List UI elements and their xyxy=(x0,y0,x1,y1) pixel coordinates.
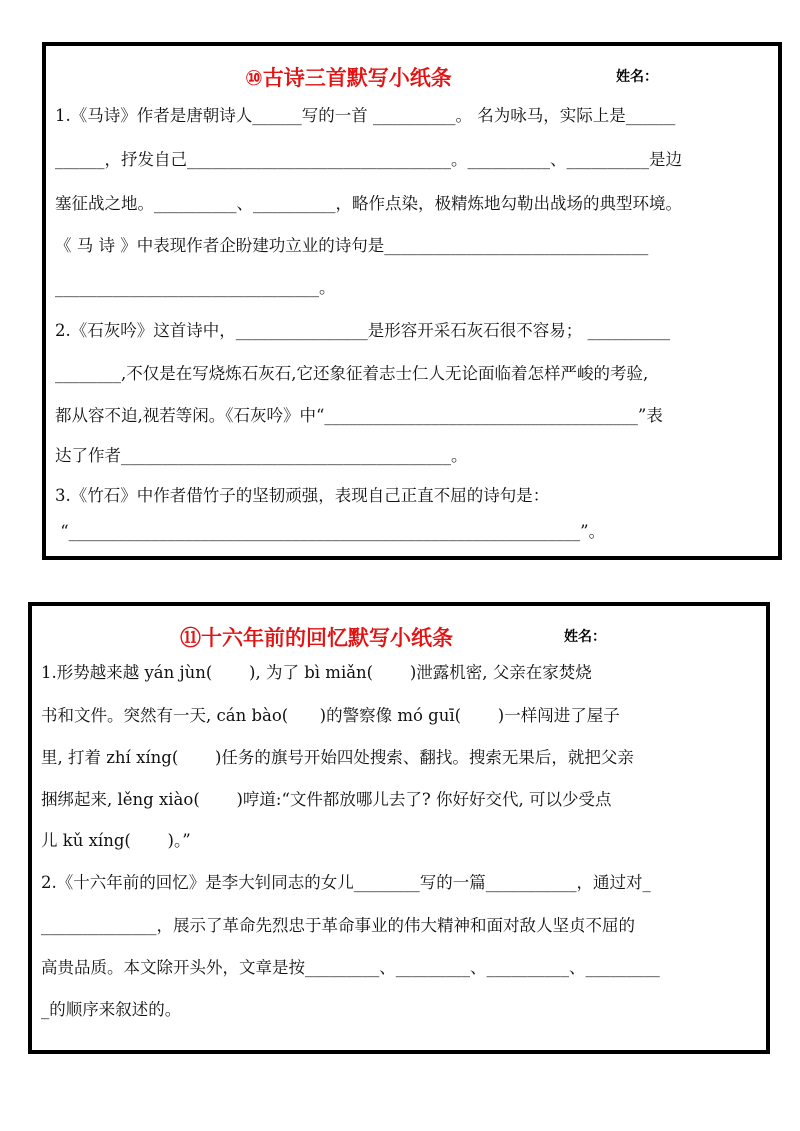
text-line: 书和文件。突然有一天, cán bào( )的警察像 mó guī( )一样闯进了屋子 xyxy=(41,706,620,725)
text-line: 里, 打着 zhí xíng( )任务的旗号开始四处搜索、翻找。搜索无果后，就把父亲 xyxy=(41,748,634,767)
text-line: 达了作者________________________________________。 xyxy=(55,446,468,465)
card-title: ⑪十六年前的回忆默写小纸条 xyxy=(180,626,453,650)
text-line: 高贵品质。本文除开头外，文章是按_________、_________、__________、_________ xyxy=(41,958,660,977)
text-line: 2.《十六年前的回忆》是李大钊同志的女儿________写的一篇___________，通过对_ xyxy=(41,873,651,892)
text-line: 塞征战之地。__________、__________，略作点染，极精炼地勾勒出战场的典型环境。 xyxy=(55,194,682,213)
text-line: 3.《竹石》中作者借竹子的坚韧顽强，表现自己正直不屈的诗句是： xyxy=(55,486,550,505)
text-line: 1.形势越来越 yán jùn( ), 为了 bì miǎn( )泄露机密, 父亲在家焚烧 xyxy=(41,663,592,682)
name-label: 姓名： xyxy=(616,69,658,85)
text-line: “______________________________________________________________”。 xyxy=(55,522,606,541)
dictation-card-memories xyxy=(28,602,770,1054)
text-line: 都从容不迫,视若等闲。《石灰吟》中“______________________________________”表 xyxy=(55,406,663,425)
text-line: ______，抒发自己________________________________。__________、__________是边 xyxy=(55,150,682,169)
text-line: 2.《石灰吟》这首诗中，________________是形容开采石灰石很不容易； __________ xyxy=(55,321,670,340)
text-line: 1.《马诗》作者是唐朝诗人______写的一首 __________。 名为咏马，实际上是______ xyxy=(55,106,676,125)
card-title: ⑩古诗三首默写小纸条 xyxy=(245,66,452,90)
dictation-card-poems xyxy=(42,42,782,560)
text-line: _的顺序来叙述的。 xyxy=(41,1000,182,1019)
text-line: 《 马 诗 》中表现作者企盼建功立业的诗句是________________________________ xyxy=(55,236,649,255)
text-line: ________,不仅是在写烧炼石灰石,它还象征着志士仁人无论面临着怎样严峻的考验, xyxy=(55,364,649,383)
name-label: 姓名： xyxy=(564,629,606,645)
text-line: ________________________________。 xyxy=(55,278,336,297)
text-line: 捆绑起来, lěng xiào( )哼道:“文件都放哪儿去了? 你好好交代, 可以少受点 xyxy=(41,790,612,809)
text-line: ______________，展示了革命先烈忠于革命事业的伟大精神和面对敌人坚贞不屈的 xyxy=(41,916,635,935)
text-line: 儿 kǔ xíng( )。” xyxy=(41,831,191,850)
